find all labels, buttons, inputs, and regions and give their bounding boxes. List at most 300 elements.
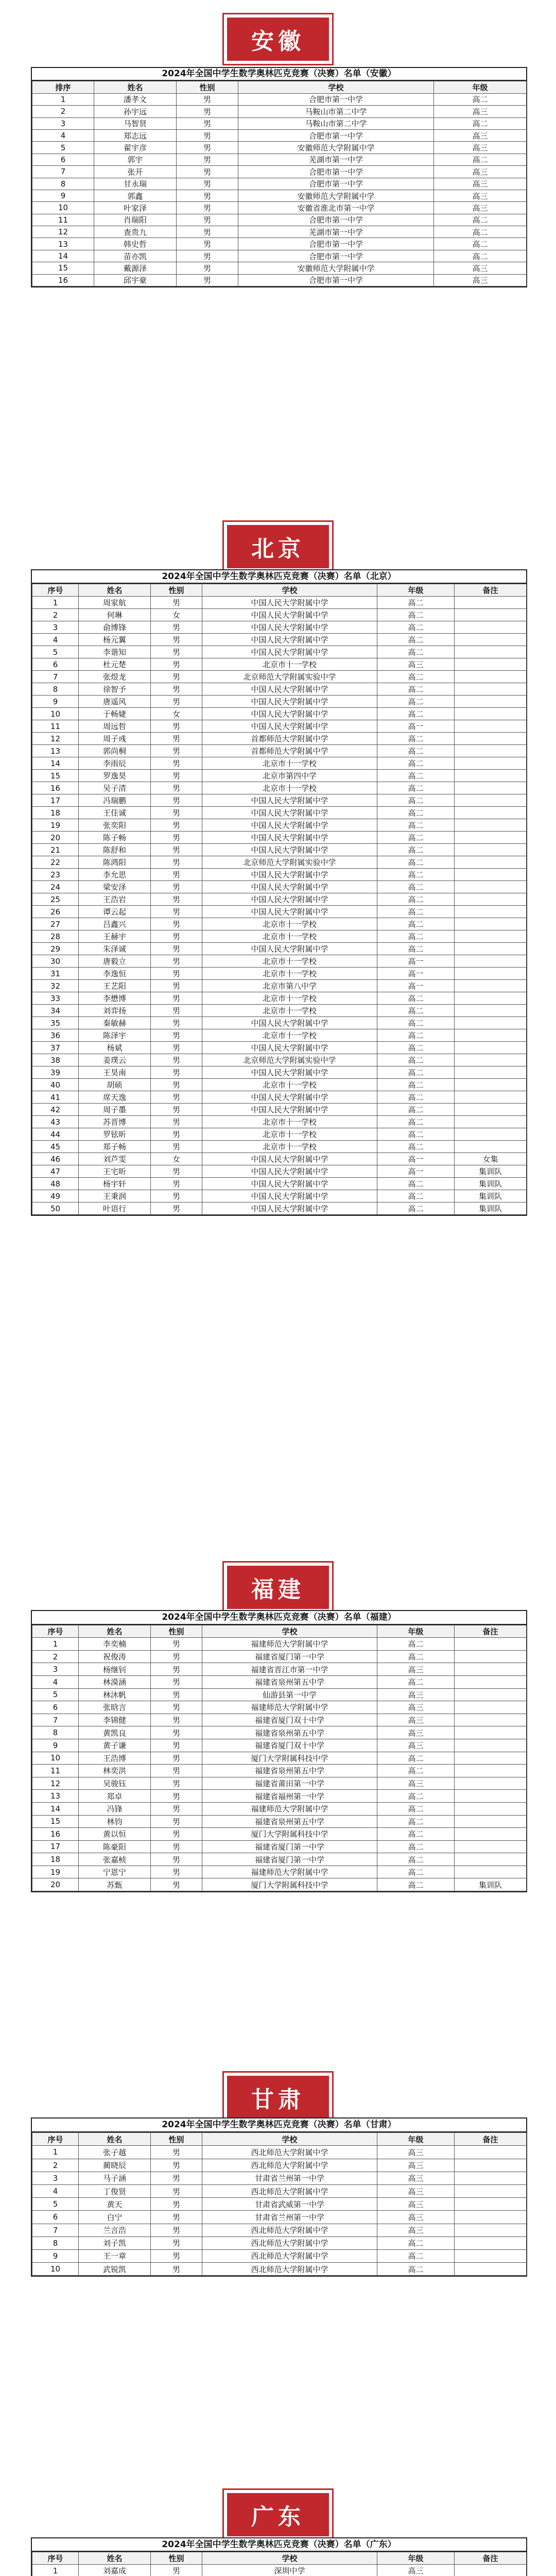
cell-number: 10 <box>32 2263 79 2276</box>
cell-school: 福建省福州第一中学 <box>202 1790 377 1803</box>
cell-gender: 男 <box>151 1688 202 1701</box>
cell-number: 11 <box>32 720 79 733</box>
cell-name: 李懋博 <box>79 992 151 1005</box>
table-row <box>32 1029 527 1042</box>
cell-note <box>455 671 527 683</box>
cell-number: 33 <box>32 992 79 1005</box>
cell-grade: 高二 <box>377 1202 455 1215</box>
cell-school: 福建省厦门双十中学 <box>202 1739 377 1752</box>
table-row <box>32 1802 527 1815</box>
cell-name: 王一章 <box>79 2249 151 2262</box>
cell-note <box>455 1714 527 1726</box>
cell-note <box>455 2211 527 2224</box>
cell-grade: 高三 <box>377 2565 455 2576</box>
cell-note <box>455 634 527 646</box>
table-row <box>32 1042 527 1054</box>
cell-name: 孙宇远 <box>94 106 177 117</box>
column-header-note: 备注 <box>455 2552 527 2565</box>
cell-name: 陈泽宇 <box>79 1029 151 1042</box>
region-section <box>0 2488 556 2576</box>
cell-name: 周远哲 <box>79 720 151 733</box>
cell-note <box>455 1005 527 1017</box>
cell-number: 18 <box>32 807 79 819</box>
table-row <box>32 634 527 646</box>
cell-school: 西北师范大学附属中学 <box>202 2263 377 2276</box>
cell-grade: 高二 <box>377 2249 455 2262</box>
table-row <box>32 881 527 893</box>
cell-gender: 男 <box>151 1104 202 1116</box>
cell-name: 张晗言 <box>79 1701 151 1714</box>
cell-school: 中国人民大学附属中学 <box>202 844 377 856</box>
cell-school: 厦门大学附属科技中学 <box>202 1752 377 1765</box>
cell-grade: 高二 <box>434 117 527 129</box>
cell-school: 北京市十一学校 <box>202 1029 377 1042</box>
cell-number: 50 <box>32 1202 79 1215</box>
cell-grade: 高二 <box>377 856 455 869</box>
cell-grade: 高二 <box>377 1878 455 1891</box>
cell-grade: 高二 <box>377 819 455 832</box>
cell-number: 13 <box>32 238 94 250</box>
cell-grade: 高二 <box>377 1840 455 1853</box>
cell-note <box>455 1853 527 1866</box>
cell-gender: 男 <box>151 869 202 881</box>
cell-number: 21 <box>32 844 79 856</box>
cell-number: 11 <box>32 1765 79 1777</box>
cell-school: 中国人民大学附属中学 <box>202 1104 377 1116</box>
cell-school: 中国人民大学附属中学 <box>202 708 377 720</box>
cell-note <box>455 2198 527 2211</box>
table-row <box>32 93 527 105</box>
cell-name: 朱泽诚 <box>79 943 151 955</box>
cell-note <box>455 930 527 943</box>
table-row <box>32 1128 527 1141</box>
region-title: 福建 <box>222 1561 334 1614</box>
cell-note <box>455 1688 527 1701</box>
cell-note <box>455 1765 527 1777</box>
cell-number: 1 <box>32 2146 79 2159</box>
cell-gender: 男 <box>151 1017 202 1029</box>
cell-name: 马智贤 <box>94 117 177 129</box>
cell-grade: 高一 <box>377 955 455 968</box>
cell-grade: 高二 <box>377 918 455 930</box>
column-header-seq: 序号 <box>32 2552 79 2565</box>
cell-number: 9 <box>32 1739 79 1752</box>
cell-school: 西北师范大学附属中学 <box>202 2236 377 2249</box>
table-row <box>32 844 527 856</box>
cell-name: 冯锋 <box>79 1802 151 1815</box>
cell-note <box>455 2565 527 2576</box>
table-row <box>32 955 527 968</box>
cell-number: 6 <box>32 2211 79 2224</box>
cell-grade: 高二 <box>377 1190 455 1202</box>
cell-gender: 男 <box>151 1840 202 1853</box>
cell-grade: 高三 <box>377 1701 455 1714</box>
cell-name: 吴子清 <box>79 782 151 794</box>
cell-school: 甘肃省武威第一中学 <box>202 2198 377 2211</box>
table-row <box>32 190 527 201</box>
cell-gender: 男 <box>151 1802 202 1815</box>
table-row <box>32 1688 527 1701</box>
cell-name: 苏晋博 <box>79 1116 151 1128</box>
cell-gender: 男 <box>151 646 202 658</box>
cell-grade: 高二 <box>377 1017 455 1029</box>
roster-grid <box>32 2132 527 2276</box>
table-row <box>32 1178 527 1190</box>
cell-number: 1 <box>32 2565 79 2576</box>
cell-number: 34 <box>32 1005 79 1017</box>
cell-grade: 高二 <box>377 992 455 1005</box>
cell-school: 福建省晋江市第一中学 <box>202 1663 377 1676</box>
cell-note <box>455 1091 527 1104</box>
cell-name: 张嘉桢 <box>79 1853 151 1866</box>
table-caption: 2024年全国中学生数学奥林匹克竞赛（决赛）名单（广东） <box>32 2538 526 2552</box>
cell-gender: 男 <box>151 770 202 782</box>
cell-gender: 男 <box>151 980 202 992</box>
cell-gender: 男 <box>151 2236 202 2249</box>
roster-grid <box>32 81 527 286</box>
cell-school: 中国人民大学附属中学 <box>202 1165 377 1178</box>
cell-school: 芜湖市第一中学 <box>238 226 434 238</box>
cell-grade: 高二 <box>377 782 455 794</box>
cell-note <box>455 807 527 819</box>
cell-note <box>455 1866 527 1878</box>
cell-note <box>455 2172 527 2184</box>
cell-note <box>455 597 527 609</box>
cell-school: 北京市第八中学 <box>202 980 377 992</box>
cell-gender: 男 <box>151 597 202 609</box>
cell-grade: 高二 <box>377 671 455 683</box>
cell-number: 48 <box>32 1178 79 1190</box>
cell-grade: 高三 <box>377 1739 455 1752</box>
cell-note: 集训队 <box>455 1878 527 1891</box>
table-row <box>32 1739 527 1752</box>
cell-number: 16 <box>32 782 79 794</box>
cell-number: 15 <box>32 1815 79 1828</box>
cell-name: 刘嘉成 <box>79 2565 151 2576</box>
cell-note <box>455 1726 527 1739</box>
cell-school: 西北师范大学附属中学 <box>202 2159 377 2172</box>
cell-gender: 男 <box>151 720 202 733</box>
cell-school: 福建省泉州第五中学 <box>202 1726 377 1739</box>
roster-table <box>31 1610 527 1892</box>
cell-gender: 男 <box>151 1054 202 1066</box>
cell-grade: 高一 <box>377 980 455 992</box>
cell-note <box>455 869 527 881</box>
cell-gender: 男 <box>151 683 202 696</box>
cell-number: 47 <box>32 1165 79 1178</box>
table-row <box>32 1815 527 1828</box>
cell-gender: 男 <box>151 1726 202 1739</box>
cell-name: 邱宇豪 <box>94 274 177 286</box>
column-header-gender: 性别 <box>151 2552 202 2565</box>
cell-gender: 男 <box>151 2172 202 2184</box>
column-header-school: 学校 <box>202 2133 377 2146</box>
table-row <box>32 2146 527 2159</box>
cell-grade: 高二 <box>377 1638 455 1651</box>
cell-number: 9 <box>32 2249 79 2262</box>
cell-name: 马子涵 <box>79 2172 151 2184</box>
cell-name: 陈鸿阳 <box>79 856 151 869</box>
region-title: 甘肃 <box>222 2071 334 2124</box>
cell-gender: 男 <box>151 943 202 955</box>
region-title: 广东 <box>222 2488 334 2541</box>
cell-school: 中国人民大学附属中学 <box>202 1178 377 1190</box>
cell-gender: 男 <box>151 968 202 980</box>
cell-school: 安徽师范大学附属中学 <box>238 262 434 274</box>
cell-grade: 高一 <box>377 720 455 733</box>
cell-number: 27 <box>32 918 79 930</box>
cell-note <box>455 943 527 955</box>
cell-note <box>455 733 527 745</box>
cell-number: 19 <box>32 1866 79 1878</box>
cell-grade: 高二 <box>434 214 527 226</box>
cell-number: 40 <box>32 1079 79 1091</box>
cell-name: 谭云起 <box>79 906 151 918</box>
cell-grade: 高三 <box>377 1714 455 1726</box>
table-row <box>32 1054 527 1066</box>
cell-gender: 男 <box>151 1178 202 1190</box>
cell-number: 46 <box>32 1153 79 1165</box>
cell-school: 中国人民大学附属中学 <box>202 1091 377 1104</box>
cell-number: 37 <box>32 1042 79 1054</box>
cell-number: 7 <box>32 671 79 683</box>
cell-number: 23 <box>32 869 79 881</box>
column-header-seq: 序号 <box>32 584 79 597</box>
table-row <box>32 274 527 286</box>
cell-school: 中国人民大学附属中学 <box>202 1202 377 1215</box>
cell-school: 福建省莆田第一中学 <box>202 1777 377 1790</box>
table-row <box>32 930 527 943</box>
cell-school: 安徽省淮北市第一中学 <box>238 202 434 214</box>
cell-grade: 高三 <box>434 166 527 178</box>
cell-number: 35 <box>32 1017 79 1029</box>
cell-note <box>455 968 527 980</box>
cell-number: 3 <box>32 1663 79 1676</box>
cell-note <box>455 621 527 634</box>
column-header-gender: 性别 <box>151 2133 202 2146</box>
cell-grade: 高二 <box>377 1866 455 1878</box>
cell-school: 马鞍山市第二中学 <box>238 117 434 129</box>
cell-number: 25 <box>32 893 79 906</box>
cell-school: 西北师范大学附属中学 <box>202 2146 377 2159</box>
cell-grade: 高三 <box>377 2184 455 2197</box>
cell-gender: 男 <box>151 1878 202 1891</box>
table-row <box>32 720 527 733</box>
cell-gender: 男 <box>151 1777 202 1790</box>
cell-school: 中国人民大学附属中学 <box>202 881 377 893</box>
cell-gender: 男 <box>151 906 202 918</box>
cell-note <box>455 646 527 658</box>
cell-gender: 男 <box>151 2249 202 2262</box>
region-title: 安徽 <box>222 13 334 65</box>
cell-number: 2 <box>32 1650 79 1663</box>
table-row <box>32 262 527 274</box>
cell-name: 李谐知 <box>79 646 151 658</box>
cell-name: 潘孝文 <box>94 93 177 105</box>
cell-school: 中国人民大学附属中学 <box>202 621 377 634</box>
cell-grade: 高二 <box>377 683 455 696</box>
cell-number: 39 <box>32 1066 79 1079</box>
header-row <box>32 2552 527 2565</box>
cell-note <box>455 955 527 968</box>
table-row <box>32 214 527 226</box>
cell-number: 15 <box>32 262 94 274</box>
column-header-name: 姓名 <box>79 2133 151 2146</box>
cell-name: 王浩博 <box>79 1752 151 1765</box>
cell-note <box>455 1675 527 1688</box>
cell-note <box>455 1128 527 1141</box>
cell-grade: 高三 <box>434 106 527 117</box>
cell-school: 中国人民大学附属中学 <box>202 1153 377 1165</box>
table-row <box>32 166 527 178</box>
cell-grade: 高二 <box>377 1765 455 1777</box>
cell-school: 合肥市第一中学 <box>238 238 434 250</box>
cell-number: 8 <box>32 683 79 696</box>
cell-number: 43 <box>32 1116 79 1128</box>
cell-note <box>455 2159 527 2172</box>
cell-name: 郑志远 <box>94 129 177 141</box>
cell-grade: 高二 <box>377 621 455 634</box>
cell-name: 查贵九 <box>94 226 177 238</box>
table-row <box>32 250 527 262</box>
region-title: 北京 <box>222 520 334 573</box>
cell-number: 19 <box>32 819 79 832</box>
cell-gender: 男 <box>177 238 238 250</box>
cell-gender: 男 <box>177 142 238 154</box>
cell-school: 仙游县第一中学 <box>202 1688 377 1701</box>
cell-number: 4 <box>32 634 79 646</box>
cell-school: 福建省泉州第五中学 <box>202 1765 377 1777</box>
cell-grade: 高二 <box>377 1066 455 1079</box>
cell-number: 6 <box>32 154 94 165</box>
cell-gender: 男 <box>151 1675 202 1688</box>
cell-gender: 男 <box>151 2211 202 2224</box>
header-row <box>32 81 527 93</box>
cell-grade: 高二 <box>377 1752 455 1765</box>
table-row <box>32 2224 527 2236</box>
cell-name: 胡硕 <box>79 1079 151 1091</box>
table-row <box>32 745 527 757</box>
cell-gender: 男 <box>151 2565 202 2576</box>
cell-name: 周子彧 <box>79 733 151 745</box>
table-row <box>32 2184 527 2197</box>
cell-school: 福建省厦门第一中学 <box>202 1650 377 1663</box>
cell-note: 集训队 <box>455 1178 527 1190</box>
cell-number: 16 <box>32 274 94 286</box>
cell-number: 29 <box>32 943 79 955</box>
cell-name: 王宅昕 <box>79 1165 151 1178</box>
cell-grade: 高二 <box>377 1790 455 1803</box>
cell-name: 韩史哲 <box>94 238 177 250</box>
cell-school: 中国人民大学附属中学 <box>202 634 377 646</box>
cell-school: 北京市十一学校 <box>202 930 377 943</box>
cell-school: 北京市十一学校 <box>202 992 377 1005</box>
cell-school: 中国人民大学附属中学 <box>202 696 377 708</box>
column-header-gender: 性别 <box>151 1625 202 1638</box>
cell-name: 郭宇 <box>94 154 177 165</box>
cell-name: 李逸恒 <box>79 968 151 980</box>
cell-school: 北京市十一学校 <box>202 918 377 930</box>
cell-grade: 高三 <box>434 129 527 141</box>
cell-school: 甘肃省兰州第一中学 <box>202 2172 377 2184</box>
cell-grade: 高二 <box>377 646 455 658</box>
cell-grade: 高二 <box>377 832 455 844</box>
cell-note <box>455 2236 527 2249</box>
cell-number: 10 <box>32 708 79 720</box>
cell-note <box>455 1701 527 1714</box>
cell-gender: 男 <box>151 2263 202 2276</box>
cell-number: 8 <box>32 1726 79 1739</box>
column-header-school: 学校 <box>202 2552 377 2565</box>
cell-name: 郑卓 <box>79 1790 151 1803</box>
cell-grade: 高三 <box>434 202 527 214</box>
cell-note <box>455 856 527 869</box>
cell-school: 厦门大学附属科技中学 <box>202 1878 377 1891</box>
cell-school: 合肥市第一中学 <box>238 214 434 226</box>
cell-gender: 男 <box>151 819 202 832</box>
cell-grade: 高三 <box>377 2172 455 2184</box>
cell-name: 丁俊贤 <box>79 2184 151 2197</box>
cell-gender: 男 <box>151 1853 202 1866</box>
table-row <box>32 1866 527 1878</box>
cell-grade: 高二 <box>434 154 527 165</box>
cell-gender: 男 <box>151 856 202 869</box>
column-header-note: 备注 <box>455 584 527 597</box>
cell-note <box>455 757 527 770</box>
table-row <box>32 1066 527 1079</box>
cell-gender: 男 <box>177 93 238 105</box>
table-row <box>32 1790 527 1803</box>
cell-gender: 男 <box>177 226 238 238</box>
cell-number: 1 <box>32 93 94 105</box>
table-row <box>32 1663 527 1676</box>
cell-school: 北京市十一学校 <box>202 968 377 980</box>
table-row <box>32 1202 527 1215</box>
cell-gender: 男 <box>151 1714 202 1726</box>
column-header-grade: 年级 <box>434 81 527 93</box>
cell-note <box>455 992 527 1005</box>
table-row <box>32 671 527 683</box>
cell-name: 李奕楠 <box>79 1638 151 1651</box>
cell-grade: 高二 <box>434 93 527 105</box>
table-caption: 2024年全国中学生数学奥林匹克竞赛（决赛）名单（安徽） <box>32 68 526 81</box>
cell-number: 11 <box>32 214 94 226</box>
table-row <box>32 142 527 154</box>
cell-note <box>455 1752 527 1765</box>
cell-number: 28 <box>32 930 79 943</box>
cell-note <box>455 1017 527 1029</box>
cell-gender: 男 <box>177 262 238 274</box>
cell-note <box>455 1802 527 1815</box>
cell-grade: 高三 <box>434 190 527 201</box>
table-row <box>32 819 527 832</box>
table-row <box>32 869 527 881</box>
cell-grade: 高二 <box>377 1091 455 1104</box>
cell-grade: 高二 <box>377 634 455 646</box>
table-row <box>32 794 527 807</box>
cell-name: 张奕阳 <box>79 819 151 832</box>
cell-school: 西北师范大学附属中学 <box>202 2184 377 2197</box>
cell-school: 福建师范大学附属中学 <box>202 1802 377 1815</box>
cell-note <box>455 1638 527 1651</box>
cell-note <box>455 1042 527 1054</box>
cell-note <box>455 1777 527 1790</box>
cell-grade: 高二 <box>377 1029 455 1042</box>
cell-name: 姜璞云 <box>79 1054 151 1066</box>
column-header-name: 姓名 <box>79 1625 151 1638</box>
cell-number: 10 <box>32 202 94 214</box>
roster-table <box>31 2117 527 2277</box>
